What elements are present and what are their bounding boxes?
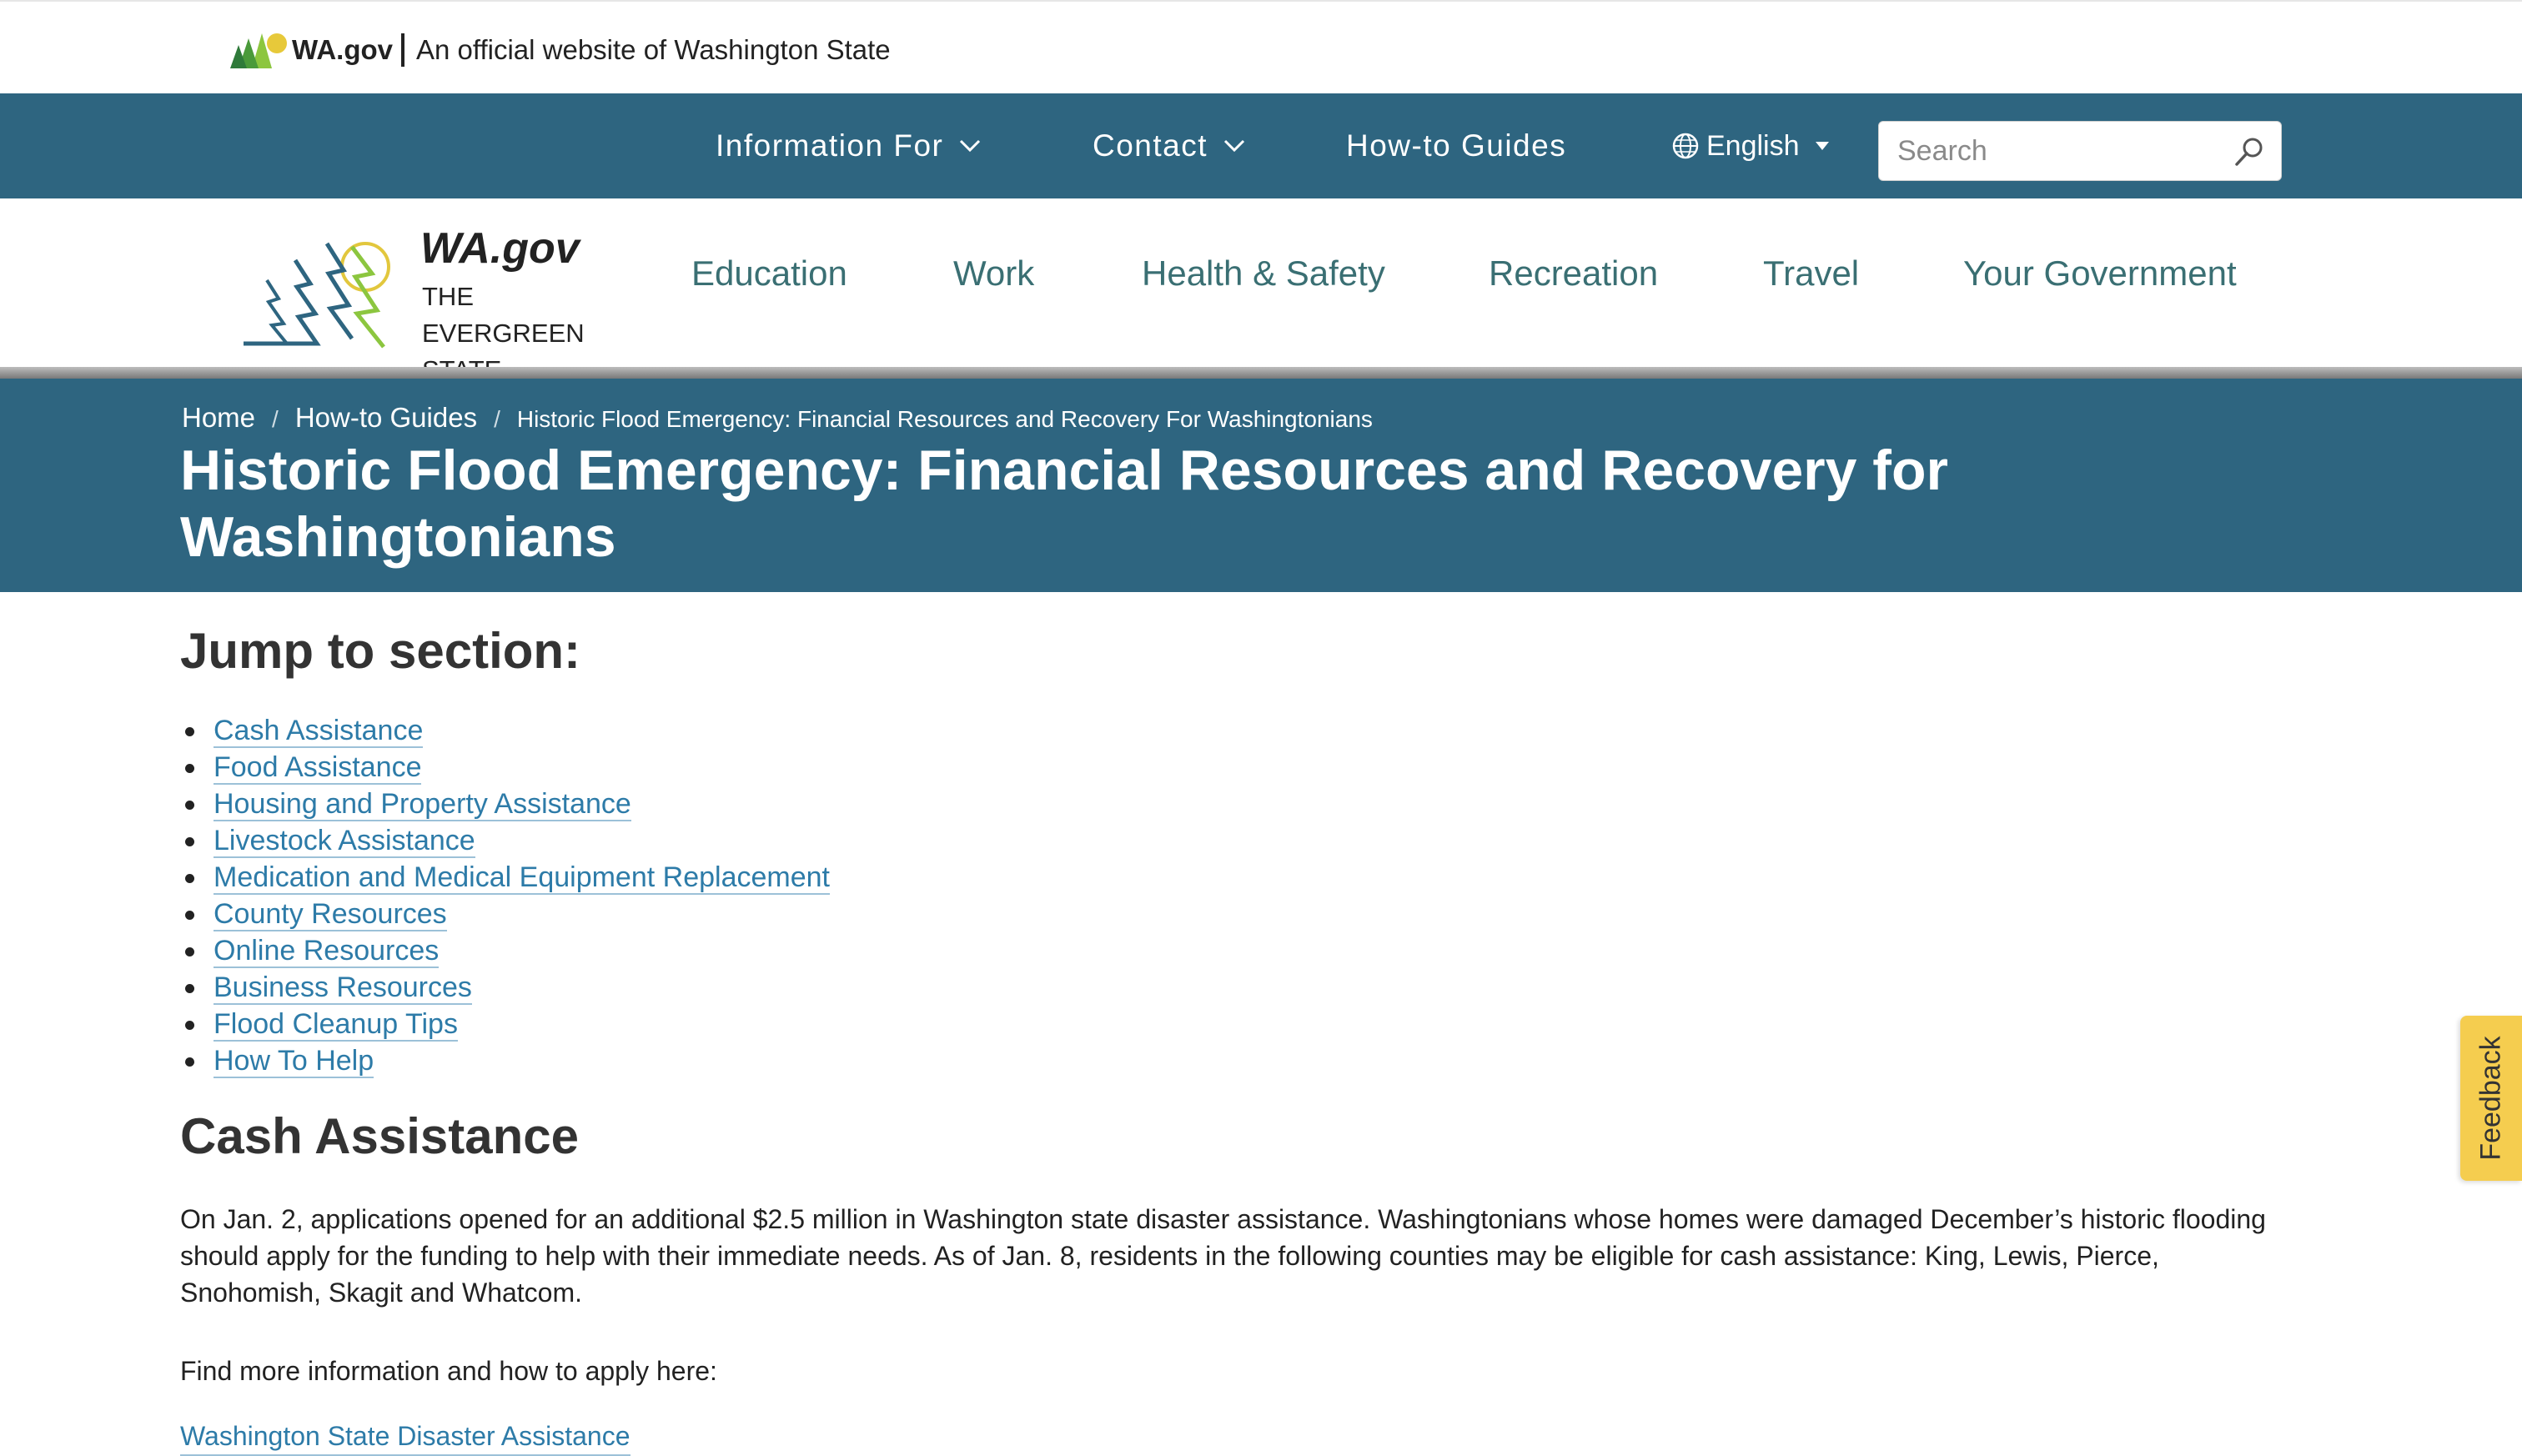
nav-work[interactable]: Work: [953, 254, 1035, 293]
jump-to-section-heading: Jump to section:: [180, 623, 581, 679]
globe-icon: [1671, 132, 1700, 160]
link-livestock-assistance[interactable]: Livestock Assistance: [214, 825, 475, 856]
link-cash-assistance[interactable]: Cash Assistance: [214, 715, 424, 746]
utility-nav-how-to-guides[interactable]: [1346, 93, 1566, 198]
utility-nav-information-for[interactable]: [716, 93, 982, 198]
feedback-tab[interactable]: [2460, 1016, 2522, 1181]
link-food-assistance[interactable]: Food Assistance: [214, 751, 422, 783]
official-divider: [401, 33, 404, 67]
main-header: [0, 198, 2522, 372]
utility-nav-label: How-to Guides: [1346, 128, 1567, 163]
cash-assistance-paragraph: On Jan. 2, applications opened for an additional $2.5 million in Washington state disaster assistance. Washingtonians whose homes were damaged December’s historic flooding should apply for the funding to help with their immediate needs. As of Jan. 8, residents in the following counties may be eligible for cash assistance: King, Lewis, Pierce, Snohomish, Skagit and Whatcom.: [180, 1204, 2266, 1308]
language-selector[interactable]: [1671, 93, 1830, 198]
link-flood-cleanup-tips[interactable]: Flood Cleanup Tips: [214, 1008, 458, 1040]
bullet: [185, 984, 194, 993]
link-medication-medical-equipment[interactable]: Medication and Medical Equipment Replacement: [214, 861, 830, 893]
utility-nav-label: Contact: [1093, 128, 1208, 163]
list-item: [180, 786, 830, 822]
logo-title[interactable]: WA.gov: [420, 224, 580, 273]
official-brand[interactable]: WA.gov: [292, 34, 393, 65]
link-county-resources[interactable]: County Resources: [214, 898, 447, 930]
list-item: [180, 749, 830, 786]
list-item: [180, 969, 830, 1006]
chevron-down-icon: [1223, 138, 1246, 153]
link-online-resources[interactable]: Online Resources: [214, 935, 440, 966]
caret-down-icon: [1815, 141, 1830, 151]
breadcrumb-separator: /: [272, 406, 279, 432]
bullet: [185, 837, 194, 846]
search-input[interactable]: [1879, 122, 2229, 180]
feedback-label: Feedback: [2474, 1036, 2507, 1161]
nav-health-safety[interactable]: Health & Safety: [1142, 254, 1385, 293]
breadcrumb: [182, 402, 1373, 434]
disaster-assistance-link[interactable]: Washington State Disaster Assistance: [180, 1418, 630, 1456]
search-icon[interactable]: [2233, 135, 2266, 168]
list-item: [180, 896, 830, 932]
bullet: [185, 764, 194, 773]
official-banner: [0, 0, 2522, 93]
breadcrumb-home[interactable]: Home: [182, 402, 256, 433]
bullet: [185, 727, 194, 736]
cash-assistance-heading: Cash Assistance: [180, 1108, 580, 1164]
list-item: [180, 932, 830, 969]
search-box: [1878, 121, 2282, 181]
breadcrumb-how-to-guides[interactable]: How-to Guides: [294, 402, 478, 433]
link-how-to-help[interactable]: How To Help: [214, 1045, 374, 1077]
list-item: [180, 822, 830, 859]
bullet: [185, 911, 194, 920]
bullet: [185, 874, 194, 883]
nav-recreation[interactable]: Recreation: [1489, 254, 1659, 293]
apply-info-paragraph: Find more information and how to apply here:: [180, 1356, 717, 1386]
list-item: [180, 859, 830, 896]
utility-nav-contact[interactable]: [1093, 93, 1246, 198]
official-notice-text: An official website of Washington State: [416, 34, 891, 65]
bullet: [185, 801, 194, 810]
link-business-resources[interactable]: Business Resources: [214, 972, 472, 1003]
chevron-down-icon: [958, 138, 982, 153]
page-hero: [0, 379, 2522, 592]
bullet: [185, 947, 194, 956]
logo-subtitle: THE EVERGREEN: [422, 282, 585, 348]
nav-travel[interactable]: Travel: [1763, 254, 1860, 293]
nav-education[interactable]: Education: [691, 254, 847, 293]
utility-nav-label: Information For: [716, 128, 944, 163]
bullet: [185, 1057, 194, 1067]
evergreen-trees-logo-icon[interactable]: [227, 230, 407, 349]
bullet: [185, 1021, 194, 1030]
nav-your-government[interactable]: Your Government: [1963, 254, 2237, 293]
list-item: [180, 1006, 830, 1042]
link-housing-property-assistance[interactable]: Housing and Property Assistance: [214, 788, 631, 820]
list-item: [180, 712, 830, 749]
section-links-list: [180, 712, 830, 1079]
page-title: Historic Flood Emergency: Financial Resources and Recovery for Washingtonians: [180, 439, 1948, 569]
wa-trees-logo-icon[interactable]: [229, 30, 294, 72]
language-label: English: [1706, 129, 1800, 162]
breadcrumb-current: Historic Flood Emergency: Financial Resources and Recovery For Washingtonians: [516, 406, 1373, 432]
list-item: [180, 1042, 830, 1079]
official-site-notice: [292, 32, 891, 68]
breadcrumb-separator: /: [494, 406, 500, 432]
